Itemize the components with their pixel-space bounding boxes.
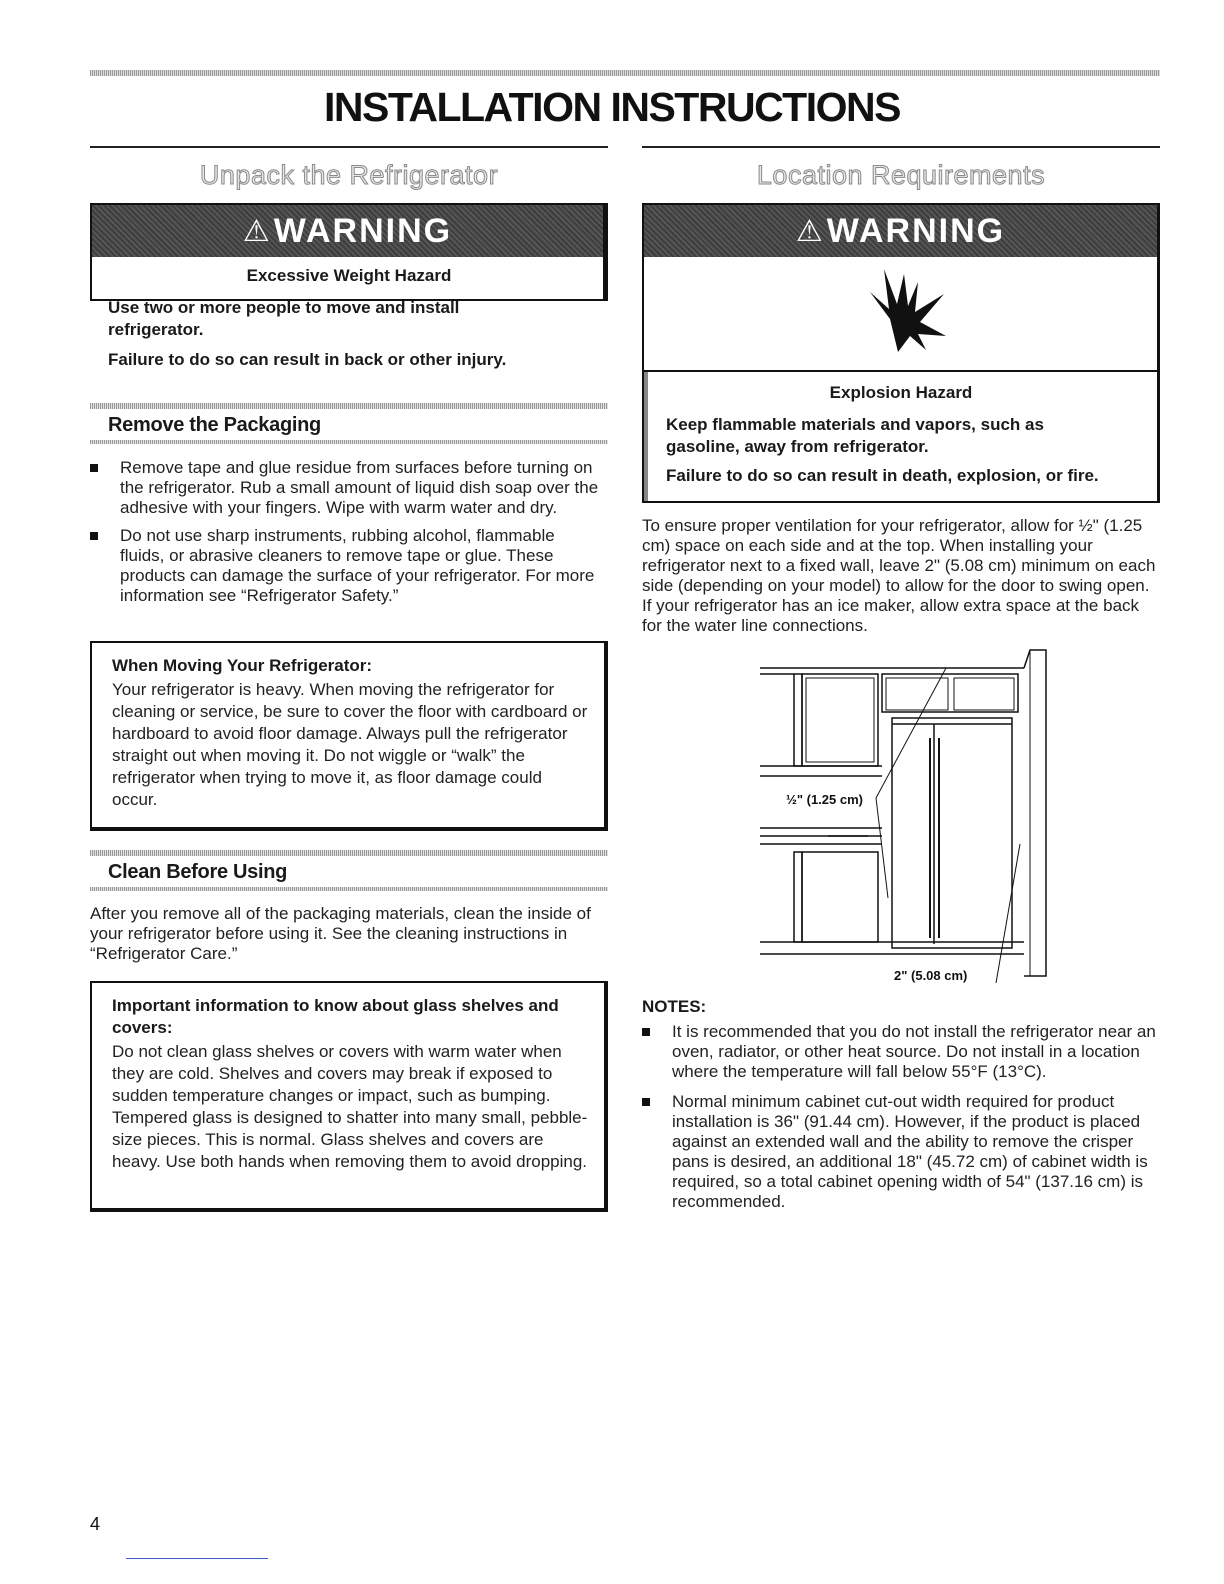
right-column-rule <box>642 146 1160 148</box>
notes-bullet-text: Normal minimum cabinet cut-out width required for product installation is 36" (91.44 cm). However, if the product is placed against an extended wall and the ability to remove the crisper pans is desired, an additional 18" (45.72 cm) of cabinet width is required, so a total cabinet opening width of 54" (137.16 cm) is recommended. <box>672 1092 1148 1211</box>
explosion-hazard-title: Explosion Hazard <box>829 383 973 402</box>
packaging-heading: Remove the Packaging <box>108 414 321 436</box>
glass-heading: Important information to know about glass shelves and covers: <box>112 996 559 1037</box>
explosion-warning-line2: Failure to do so can result in death, explosion, or fire. <box>666 466 1099 485</box>
notes-bullet-text: It is recommended that you do not install the refrigerator near an oven, radiator, or other heat source. Do not install in a location where the temperature will fall below 55°F (13°C). <box>672 1022 1156 1081</box>
weight-warning-line1: Use two or more people to move and install refrigerator. <box>108 298 460 339</box>
notes-bullet <box>642 1022 1160 1082</box>
weight-hazard-title: Excessive Weight Hazard <box>246 266 452 285</box>
notes-bullet-list <box>642 1022 1160 1220</box>
explosion-burst-shape <box>870 269 946 352</box>
moving-heading: When Moving Your Refrigerator: <box>112 656 373 675</box>
packaging-bottom-band <box>90 440 608 444</box>
lower-cabinet-door <box>802 852 878 942</box>
upper-cabinet-door-inner <box>806 678 874 762</box>
clean-bottom-band <box>90 887 608 891</box>
unpack-section-title: Unpack the Refrigerator <box>199 160 499 190</box>
notes-heading: NOTES: <box>642 997 707 1016</box>
packaging-top-band <box>90 403 608 409</box>
bullet-square-icon <box>90 464 98 472</box>
footer-line <box>126 1558 268 1559</box>
weight-warning-line2: Failure to do so can result in back or other injury. <box>108 350 507 369</box>
left-column-rule <box>90 146 608 148</box>
clean-heading: Clean Before Using <box>108 861 288 883</box>
bullet-square-icon <box>642 1028 650 1036</box>
ventilation-text: To ensure proper ventilation for your refrigerator, allow for ½" (1.25 cm) space on each side and at the top. When installing your refrigerator next to a fixed wall, leave 2" (5.08 cm) minimum on each side (depending on your model) to allow for the door to swing open. If your refrigerator has an ice maker, allow extra space at the back for the water line connections. <box>642 516 1156 635</box>
page-title: INSTALLATION INSTRUCTIONS <box>324 84 900 130</box>
clearance-diagram <box>758 648 1050 990</box>
notes-bullet <box>642 1092 1160 1212</box>
packaging-bullet-text: Do not use sharp instruments, rubbing alcohol, flammable fluids, or abrasive cleaners to remove tape or glue. These products can damage the surface of your refrigerator. For more information see “Refrigerator Safety.” <box>120 526 595 605</box>
clean-top-band <box>90 850 608 856</box>
fixed-wall-shape <box>1024 650 1046 976</box>
lower-cabinet-left <box>794 852 802 942</box>
glass-info-box <box>90 981 608 1212</box>
upper-cabinet-left <box>794 674 802 766</box>
explosion-icon <box>860 264 950 354</box>
moving-info-box <box>90 641 608 831</box>
warning-divider <box>644 370 1157 372</box>
packaging-bullet <box>90 458 602 518</box>
upper-cabinet-door <box>802 674 878 766</box>
above-fridge-door-right <box>954 678 1014 710</box>
warning-triangle-icon: ⚠ <box>795 214 823 248</box>
packaging-bullet-text: Remove tape and glue residue from surfaces before turning on the refrigerator. Rub a small amount of liquid dish soap over the adhesive with your fingers. Wipe with warm water and dry. <box>120 458 599 517</box>
packaging-bullet-list <box>90 458 602 614</box>
bullet-square-icon <box>642 1098 650 1106</box>
location-section-title: Location Requirements <box>756 160 1046 190</box>
explosion-warning-line1: Keep flammable materials and vapors, such as gasoline, away from refrigerator. <box>666 415 1044 456</box>
page-number: 4 <box>90 1514 101 1534</box>
above-fridge-door-left <box>886 678 948 710</box>
warning-banner <box>644 205 1157 257</box>
above-fridge-cabinet <box>882 674 1018 712</box>
warning-word: WARNING <box>826 211 1006 250</box>
bullet-square-icon <box>90 532 98 540</box>
dimension-leader-bottom <box>996 844 1020 983</box>
weight-warning-box <box>90 203 608 301</box>
clean-text: After you remove all of the packaging materials, clean the inside of your refrigerator before using it. See the cleaning instructions in “Refrigerator Care.” <box>90 904 591 963</box>
packaging-bullet <box>90 526 602 606</box>
two-inch-label: 2" (5.08 cm) <box>894 968 968 983</box>
glass-text: Do not clean glass shelves or covers with warm water when they are cold. Shelves and covers may break if exposed to sudden temperature changes or impact, such as bumping. Tempered glass is designed to shatter into many small, pebble-size pieces. This is normal. Glass shelves and covers are heavy. Use both hands when removing them to avoid dropping. <box>112 1042 588 1171</box>
top-dotted-rule <box>90 70 1160 76</box>
warning-word: WARNING <box>273 211 453 250</box>
moving-text: Your refrigerator is heavy. When moving the refrigerator for cleaning or service, be sure to cover the floor with cardboard or hardboard to avoid floor damage. Always pull the refrigerator straight out when moving it. Do not wiggle or “walk” the refrigerator when trying to move it, as floor damage could occur. <box>112 680 588 809</box>
half-inch-label: ½" (1.25 cm) <box>786 792 863 807</box>
refrigerator-body <box>892 718 1012 948</box>
warning-banner <box>92 205 603 257</box>
warning-triangle-icon: ⚠ <box>242 214 270 248</box>
